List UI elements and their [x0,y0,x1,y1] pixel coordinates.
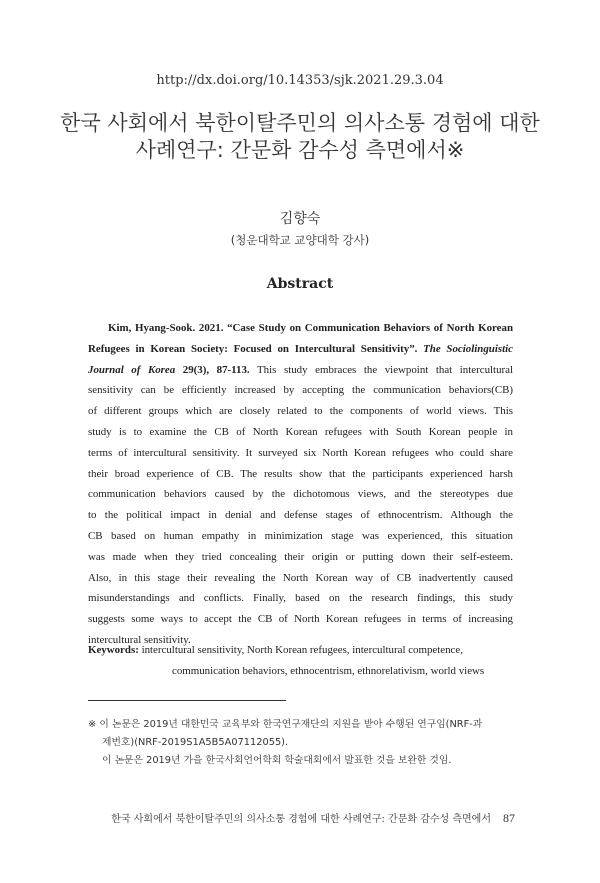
abstract-text-line: of different groups which are closely related to the components of world views. This [88,405,513,418]
abstract-text-line: CB based on human empathy in minimization stage was experienced, this situation [88,529,513,542]
footnote-line-3: 이 논문은 2019년 가을 한국사회언어학회 학술대회에서 발표한 것을 보완한 것임. [102,755,452,766]
abstract-text-line: suggests some ways to accept the CB of North Korean refugees in terms of increasing [88,613,513,626]
footnote-line-1: ※ 이 논문은 2019년 대한민국 교육부와 한국연구재단의 지원을 받아 수행된 연구임(NRF-과 [88,719,483,730]
keywords-block [88,640,518,682]
abstract-text-line: Also, in this stage their revealing the North Korean way of CB inadvertently caused [88,571,513,584]
abstract-text-line: sensitivity can be efficiently increased by accepting the communication behaviors(CB) [88,384,513,397]
abstract-body [88,318,513,651]
citation-author: Kim, Hyang-Sook. 2021. “Case Study on Communication Behaviors of North Korean [108,322,513,334]
abstract-text-line: This study embraces the viewpoint that intercultural [257,363,513,376]
running-title: 한국 사회에서 북한이탈주민의 의사소통 경험에 대한 사례연구: 간문화 감수성 측면에서 [111,814,491,825]
footnote-line-2: 제번호)(NRF-2019S1A5B5A07112055). [102,737,289,748]
abstract-text-line: to the political impact in denial and defense stages of ethnocentrism. Although the [88,509,513,522]
footnote-divider [88,700,286,701]
abstract-text-line: intercultural sensitivity. [88,633,191,646]
keywords-label: Keywords: [88,644,139,656]
abstract-text-line: misunderstandings and conflicts. Finally, based on the research findings, this study [88,592,513,605]
author-affiliation: (청운대학교 교양대학 강사) [230,233,370,247]
abstract-text-line: their broad experience of CB. The results show that the participants experienced harsh [88,467,513,480]
journal-volume: 29(3), 87-113. [182,363,250,376]
paper-title-line-2: 사례연구: 간문화 감수성 측면에서※ [135,138,465,162]
paper-title [40,110,560,164]
abstract-line [88,339,513,360]
abstract-text-line: communication behaviors caused by the dichotomous views, and the stereotypes due [88,488,513,501]
abstract-heading: Abstract [266,276,334,292]
keywords-line-2: communication behaviors, ethnocentrism, ethnorelativism, world views [172,665,485,677]
author-name: 김향숙 [279,211,321,227]
page-number: 87 [503,811,515,825]
footnote [88,716,518,770]
abstract-line [88,360,513,381]
abstract-text-line: study is to examine the CB of North Korean refugees with South Korean people in [88,425,513,438]
keywords-line-1 [88,640,518,661]
keywords-text-1: intercultural sensitivity, North Korean refugees, intercultural competence, [141,644,463,656]
abstract-text-line: terms of intercultural sensitivity. It surveyed six North Korean refugees who could share [88,446,513,459]
abstract-line [88,318,513,339]
journal-name-a: The Sociolinguistic [423,342,513,355]
page-footer [88,810,515,826]
journal-name-b: Journal of Korea [88,363,176,376]
paper-title-line-1: 한국 사회에서 북한이탈주민의 의사소통 경험에 대한 [60,111,540,135]
abstract-text-line: was made when they tried concealing their origin or putting down their self-esteem. [88,550,513,563]
citation-title: Refugees in Korean Society: Focused on Intercultural Sensitivity”. [88,342,418,355]
doi-link[interactable]: http://dx.doi.org/10.14353/sjk.2021.29.3.04 [156,73,444,88]
